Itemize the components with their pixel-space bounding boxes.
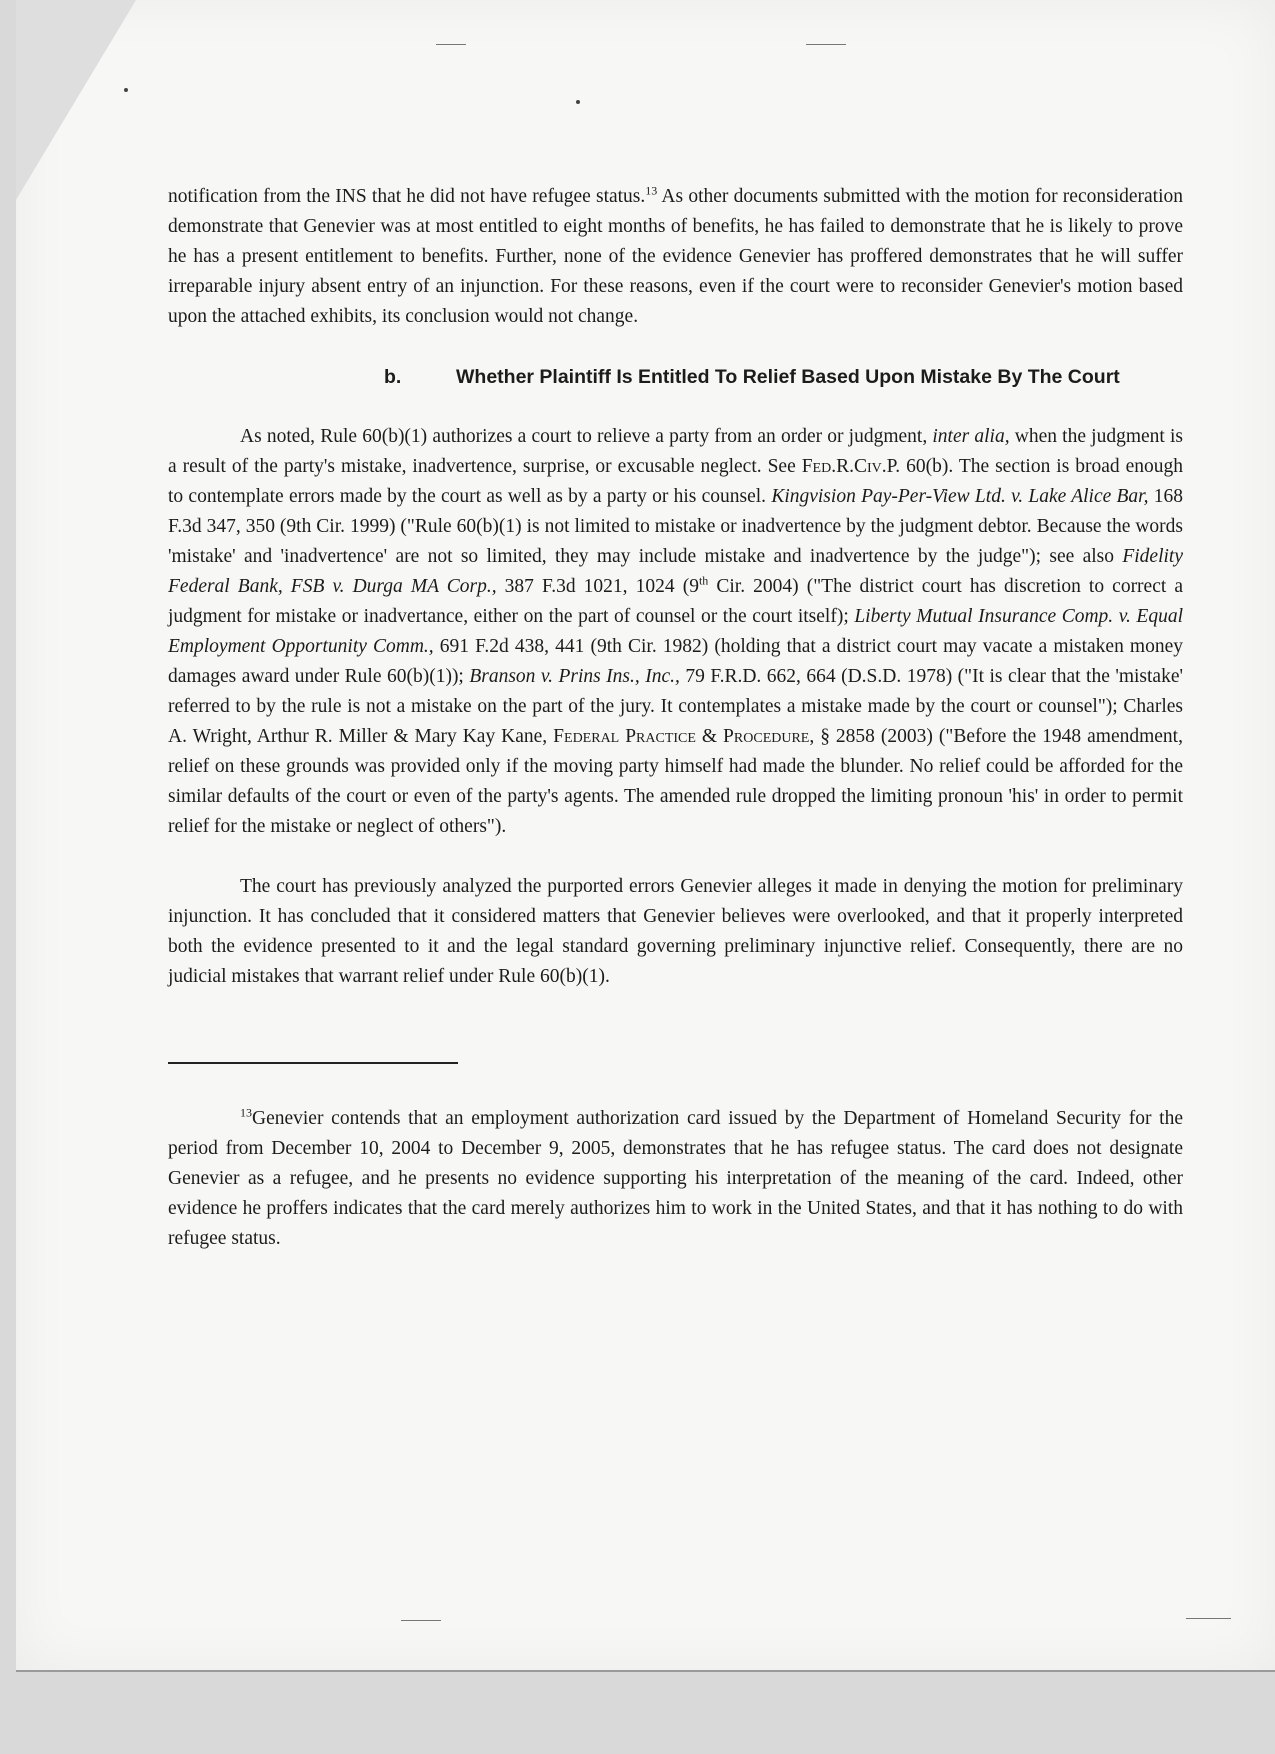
footnote-reference: 13 <box>645 183 658 198</box>
document-body <box>168 182 1183 1254</box>
section-letter: b. <box>384 366 402 388</box>
paragraph-rule-60b1: As noted, Rule 60(b)(1) authorizes a court to relieve a party from an order or judgment, inter alia, when the judgment is a result of the party's mistake, inadvertence, surprise, or excusable neglect. See Fed.R.Civ.P. 60(b). The section is broad enough to contemplate errors made by the court as well as by a party or his counsel. Kingvision Pay-Per-View Ltd. v. Lake Alice Bar, 168 F.3d 347, 350 (9th Cir. 1999) ("Rule 60(b)(1) is not limited to mistake or inadvertence by the judgment debtor. Because the words 'mistake' and 'inadvertence' are not so limited, they may include mistake and inadvertence by the judge"); see also Fidelity Federal Bank, FSB v. Durga MA Corp., 387 F.3d 1021, 1024 (9th Cir. 2004) ("The district court has discretion to correct a judgment for mistake or inadvertance, either on the part of counsel or the court itself); Liberty Mutual Insurance Comp. v. Equal Employment Opportunity Comm., 691 F.2d 438, 441 (9th Cir. 1982) (holding that a district court may vacate a mistaken money damages award under Rule 60(b)(1)); Branson v. Prins Ins., Inc., 79 F.R.D. 662, 664 (D.S.D. 1978) ("It is clear that the 'mistake' referred to by the rule is not a mistake on the part of the jury. It contemplates a mistake made by the court or counsel"); Charles A. Wright, Arthur R. Miller & Mary Kay Kane, Federal Practice & Procedure, § 2858 (2003) ("Before the 1948 amendment, relief on these grounds was provided only if the moving party himself had made the blunder. No relief could be afforded for the similar defaults of the court or even of the party's agents. The amended rule dropped the limiting pronoun 'his' in order to permit relief for the mistake or neglect of others"). <box>168 426 1184 837</box>
scan-mark <box>436 44 466 45</box>
case-citation: Liberty Mutual Insurance Comp. v. Equal Employment Opportunity Comm., <box>168 606 1183 657</box>
case-citation: Kingvision Pay-Per-View Ltd. v. Lake Alice Bar, <box>771 486 1149 507</box>
section-title: Whether Plaintiff Is Entitled To Relief Based Upon Mistake By The Court <box>456 366 1120 388</box>
case-citation: Branson v. Prins Ins., Inc., <box>469 666 680 687</box>
paragraph-continuation: notification from the INS that he did not have refugee status.$^{13}$ As other documents submitted with the motion for reconsideration demonstrate that Genevier was at most entitled to eight months of benefits, he has failed to demonstrate that he is likely to prove he has a present entitlement to benefits. Further, none of the evidence Genevier has proffered demonstrates that he will suffer irreparable injury absent entry of an injunction. For these reasons, even if the court were to reconsider Genevier's motion based upon the attached exhibits, its conclusion would not change. <box>168 183 1183 327</box>
paragraph-conclusion: The court has previously analyzed the purported errors Genevier alleges it made in denying the motion for preliminary injunction. It has concluded that it considered matters that Genevier believes were overlooked, and that it properly interpreted both the evidence presented to it and the legal standard governing preliminary injunctive relief. Consequently, there are no judicial mistakes that warrant relief under Rule 60(b)(1). <box>168 876 1183 987</box>
footnote-13: $^{13}$Genevier contends that an employment authorization card issued by the Department of Homeland Security for the period from December 10, 2004 to December 9, 2005, demonstrates that he has refugee status. The card does not designate Genevier as a refugee, and he presents no evidence supporting his interpretation of the meaning of the card. Indeed, other evidence he proffers indicates that the card merely authorizes him to work in the United States, and that it has nothing to do with refugee status. <box>168 1105 1183 1249</box>
scan-mark <box>1186 1618 1231 1619</box>
scan-mark <box>401 1620 441 1621</box>
case-citation: Fidelity Federal Bank, FSB v. Durga MA Corp., <box>168 546 1183 597</box>
scan-speck <box>124 88 128 92</box>
footnote-divider <box>168 1062 458 1064</box>
scan-speck <box>576 100 580 104</box>
section-heading <box>168 362 1183 392</box>
scanned-page <box>16 0 1275 1672</box>
folded-corner <box>16 0 136 200</box>
footnote-number: 13 <box>240 1105 252 1120</box>
treatise-citation: Federal Practice & Procedure, <box>553 726 815 747</box>
scan-mark <box>806 44 846 45</box>
